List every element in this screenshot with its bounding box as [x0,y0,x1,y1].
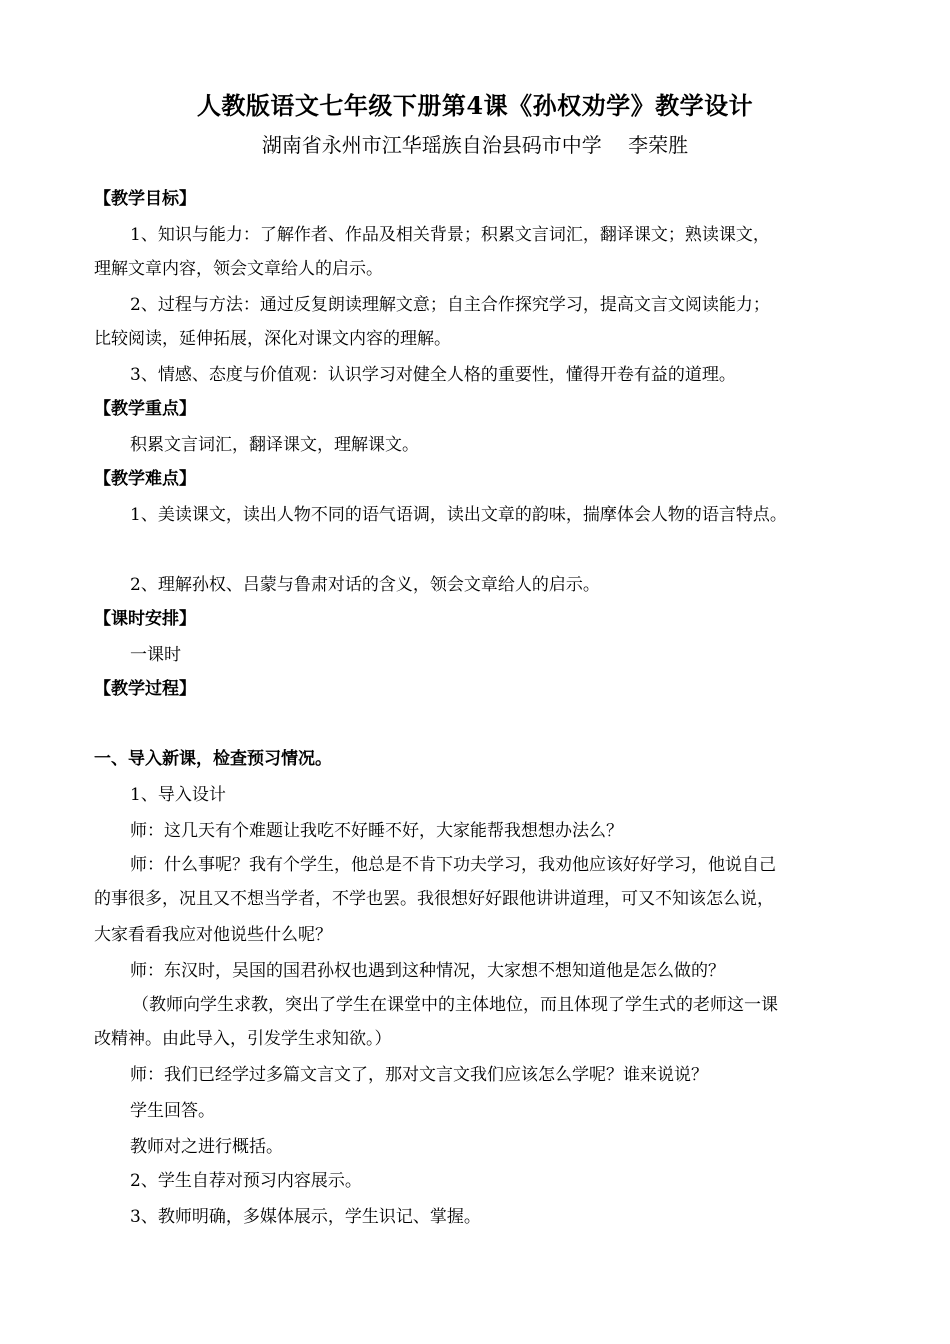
paragraph-line: 积累文言词汇，翻译课文，理解课文。 [130,435,419,455]
paragraph-line: 师：东汉时，吴国的国君孙权也遇到这种情况，大家想不想知道他是怎么做的？ [130,961,725,981]
paragraph-line: 2、学生自荐对预习内容展示。 [130,1171,362,1191]
paragraph-line: 2、过程与方法：通过反复朗读理解文意；自主合作探究学习，提高文言文阅读能力； [130,295,770,315]
paragraph-line: 改精神。由此导入，引发学生求知欲。） [94,1029,392,1049]
paragraph-line: 的事很多，况且又不想当学者，不学也罢。我很想好好跟他讲讲道理，可又不知该怎么说， [94,889,774,909]
paragraph-line: 理解文章内容，领会文章给人的启示。 [94,259,383,279]
paragraph-line: 学生回答。 [130,1101,215,1121]
paragraph-line: 1、导入设计 [130,785,226,805]
paragraph-line: 师：我们已经学过多篇文言文了，那对文言文我们应该怎么学呢？谁来说说？ [130,1065,708,1085]
paragraph-line: 2、理解孙权、吕蒙与鲁肃对话的含义，领会文章给人的启示。 [130,575,600,595]
section-heading-process: 【教学过程】 [94,679,196,699]
paragraph-line: 3、教师明确，多媒体展示，学生识记、掌握。 [130,1207,481,1227]
paragraph-line: （教师向学生求教，突出了学生在课堂中的主体地位，而且体现了学生式的老师这一课 [132,995,778,1015]
paragraph-line: 一课时 [130,645,181,665]
paragraph-line: 比较阅读，延伸拓展，深化对课文内容的理解。 [94,329,451,349]
paragraph-line: 师：什么事呢？我有个学生，他总是不肯下功夫学习，我劝他应该好好学习，他说自己 [130,855,776,875]
author-line: 湖南省永州市江华瑶族自治县码市中学 李荣胜 [261,133,689,157]
paragraph-line: 大家看看我应对他说些什么呢？ [94,925,332,945]
paragraph-line: 教师对之进行概括。 [130,1137,283,1157]
section-heading-key-points: 【教学重点】 [94,399,196,419]
step-heading: 一、导入新课，检查预习情况。 [94,749,332,769]
paragraph-line: 1、美读课文，读出人物不同的语气语调，读出文章的韵味，揣摩体会人物的语言特点。 [130,505,787,525]
page-title: 人教版语文七年级下册第4课《孙权劝学》教学设计 [196,91,754,120]
section-heading-goals: 【教学目标】 [94,189,196,209]
paragraph-line: 师：这几天有个难题让我吃不好睡不好，大家能帮我想想办法么？ [130,821,623,841]
paragraph-line: 3、情感、态度与价值观：认识学习对健全人格的重要性，懂得开卷有益的道理。 [130,365,736,385]
paragraph-line: 1、知识与能力：了解作者、作品及相关背景；积累文言词汇，翻译课文；熟读课文， [130,225,770,245]
section-heading-schedule: 【课时安排】 [94,609,196,629]
section-heading-difficulties: 【教学难点】 [94,469,196,489]
